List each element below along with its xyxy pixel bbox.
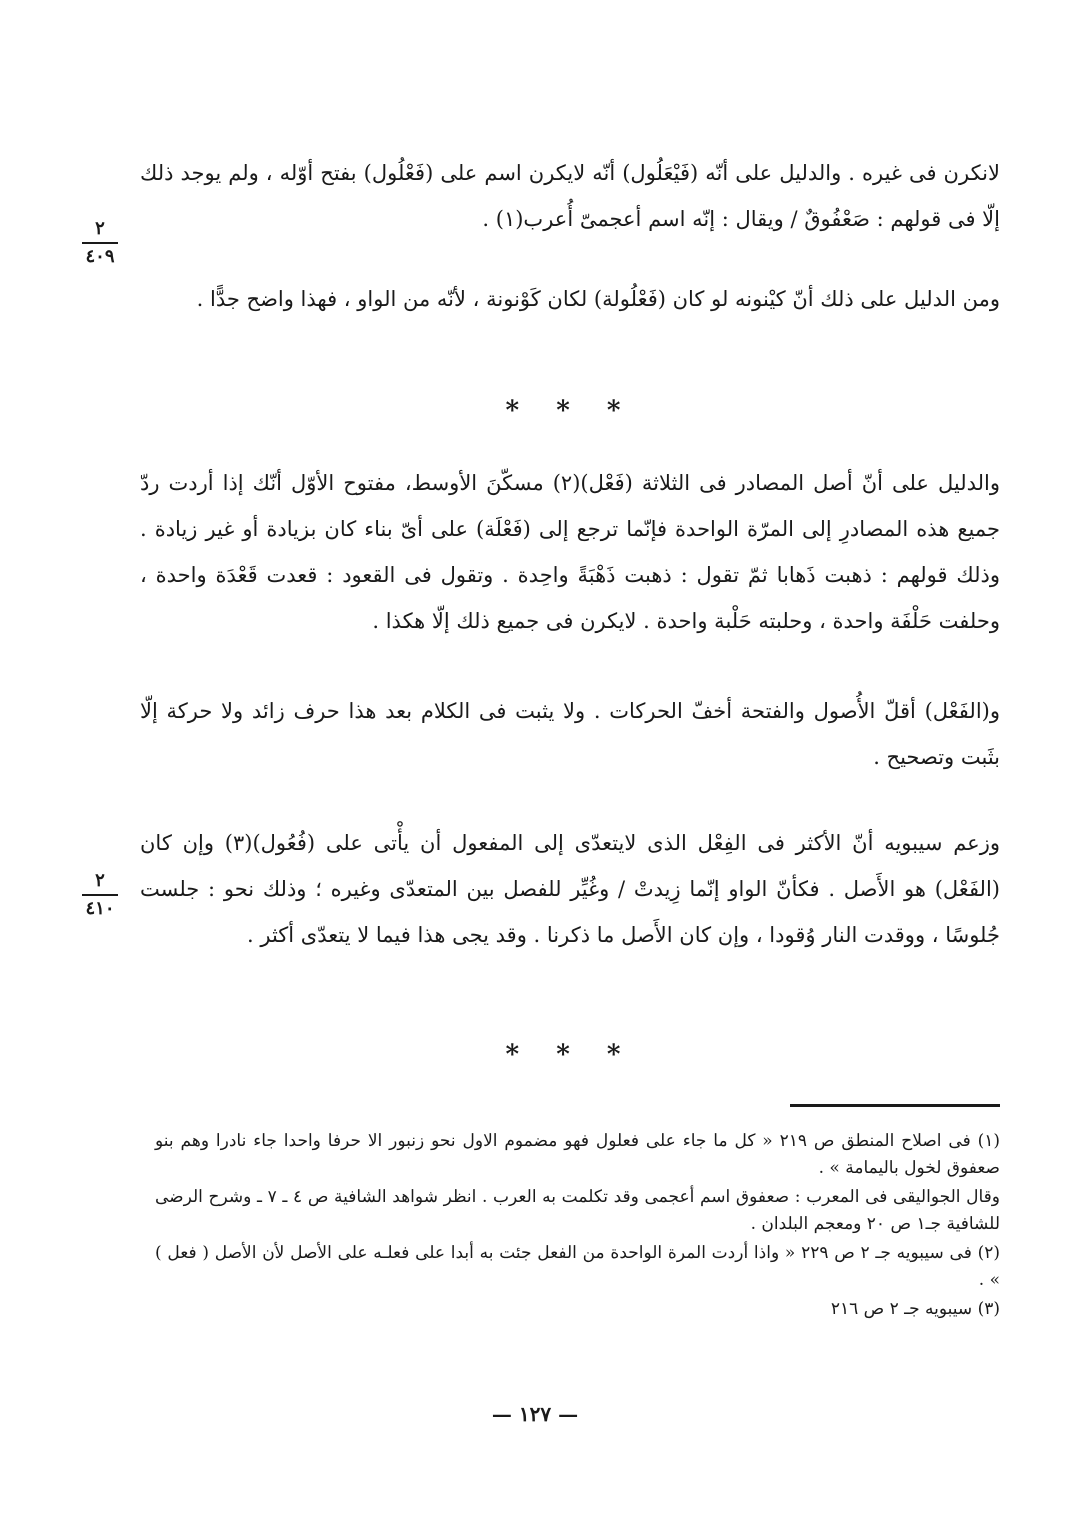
footnote-1: (١) فى اصلاح المنطق ص ٢١٩ « كل ما جاء على فعلول فهو مضموم الاول نحو زنبور الا حرفا واحدا جاء نادرا وهم بنو صعفوق لخول باليمامة » . (155, 1131, 1000, 1178)
marginal-reference-divider (82, 894, 118, 896)
paragraph-2: ومن الدليل على ذلك أنّ كيْنونه لو كان (فَعْلُولة) لكان كَوْنونة ، لأنّه من الواو ، فهذا واضح جدًّا . (196, 287, 1000, 311)
marginal-reference-volume: ٢ (95, 870, 105, 891)
marginal-reference-1 (70, 218, 130, 268)
paragraph-3: والدليل على أنّ أصل المصادر فى الثلاثة (فَعْل)(٢) مسكّنَ الأوسط، مفتوح الأوّل أنّك إذا أردت ردّ جميع هذه المصادرِ إلى المرّة الواحدة فإنّما ترجع إلى (فَعْلَة) على أىّ بناء كان بزيادة أو غير زيادة . وذلك قولهم : ذهبت ذَهابا ثمّ تقول : ذهبت ذَهْبَةً واحِدة . وتقول فى القعود : قعدت قَعْدَة واحدة ، وحلفت حَلْفَة واحدة ، وحلبته حَلْبة واحدة . لايكرن فى جميع ذلك إلّا هكذا . (140, 471, 1000, 633)
footnotes (155, 1128, 1000, 1325)
marginal-reference-divider (82, 242, 118, 244)
page-number: — ١٢٧ — (491, 1402, 579, 1426)
footnote-1-continuation: وقال الجواليقى فى المعرب : صعفوق اسم أعجمى وقد تكلمت به العرب . انظر شواهد الشافية ص ٤ ـ ٧ ـ وشرح الرضى للشافية جـ١ ص ٢٠ ومعجم البلدان . (155, 1187, 1001, 1234)
marginal-reference-2 (70, 870, 130, 920)
footnote-divider (790, 1104, 1000, 1107)
paragraph-5: وزعم سيبويه أنّ الأكثر فى الفِعْل الذى لايتعدّى إلى المفعول أن يأْتى على (فُعُول)(٣) وإن كان (الفَعْل) هو الأَصل . فكأنّ الواو إنّما زِيدتْ / وغُيِّر للفصل بين المتعدّى وغيره ؛ وذلك نحو : جلست جُلوسًا ، ووقدت النار وُقودا ، وإن كان الأَصل ما ذكرنا . وقد يجى هذا فيما لا يتعدّى أكثر . (140, 831, 1000, 947)
marginal-reference-page: ٤٠٩ (85, 246, 115, 267)
marginal-reference-volume: ٢ (95, 218, 105, 239)
footnote-3: (٣) سيبويه جـ ٢ ص ٢١٦ (830, 1299, 1000, 1319)
section-separator-1: * * * (505, 396, 635, 426)
section-separator-2: * * * (505, 1040, 635, 1070)
footnote-2: (٢) فى سيبويه جـ ٢ ص ٢٢٩ « واذا أردت المرة الواحدة من الفعل جئت به أبدا على فعلـه على الأصل لأن الأصل ( فعل ) » . (155, 1243, 1000, 1290)
paragraph-4: و(الفَعْل) أقلّ الأُصول والفتحة أخفّ الحركات . ولا يثبت فى الكلام بعد هذا حرف زائد ولا حركة إلّا بثَبت وتصحيح . (140, 699, 1000, 769)
paragraph-1: لانكرن فى غيره . والدليل على أنّه (فَيْعَلُول) أنّه لايكرن اسم على (فَعْلُول) بفتح أوّله ، ولم يوجد ذلك إلّا فى قولهم : صَعْفُوقٌ / ويقال : إنّه اسم أعجمىّ أُعرب(١) . (140, 161, 1000, 231)
marginal-reference-page: ٤١٠ (85, 898, 115, 919)
